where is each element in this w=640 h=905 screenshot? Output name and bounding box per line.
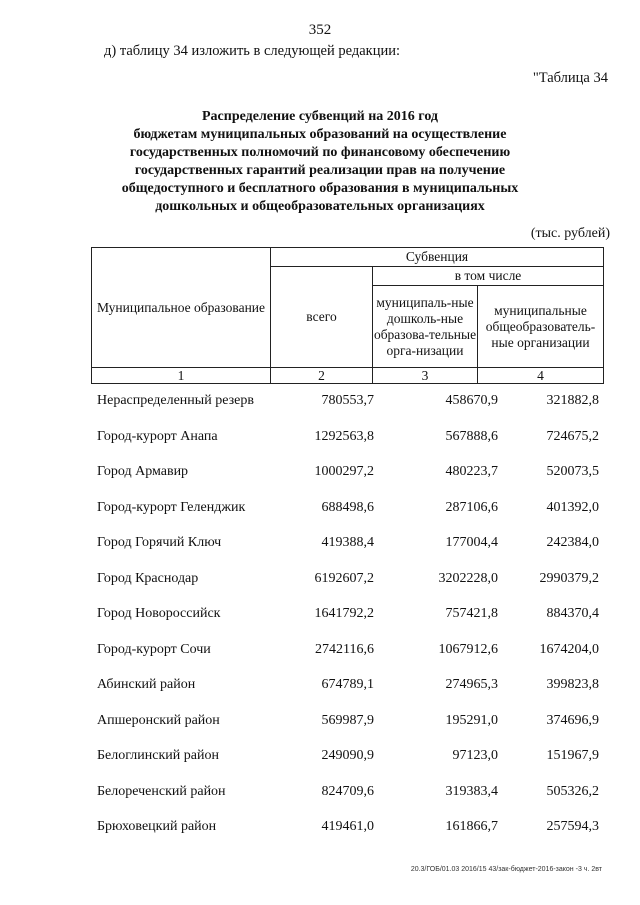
title-line: общедоступного и бесплатного образования в муниципальных: [121, 181, 519, 196]
row-general: 520073,5: [546, 464, 599, 479]
row-general: 401392,0: [546, 499, 599, 515]
intro-text: д) таблицу 34 изложить в следующей редакции:: [104, 43, 401, 59]
header-total: всего: [271, 267, 373, 368]
row-general: 2990379,2: [539, 570, 599, 586]
row-preschool: 274965,3: [445, 677, 498, 692]
row-general: 374696,9: [546, 712, 599, 728]
row-general: 1674204,0: [539, 641, 599, 657]
table-row: [97, 677, 617, 713]
row-general: 884370,4: [546, 606, 599, 621]
row-total: 688498,6: [321, 499, 374, 515]
row-total: 824709,6: [321, 783, 374, 799]
row-total: 1641792,2: [314, 606, 374, 621]
table-header: [91, 247, 604, 384]
row-name: Брюховецкий район: [97, 819, 217, 834]
row-name: Город-курорт Анапа: [97, 428, 218, 444]
row-total: 569987,9: [321, 712, 374, 728]
row-general: 399823,8: [546, 677, 599, 692]
table-row: [97, 713, 617, 749]
row-total: 1292563,8: [314, 428, 374, 444]
table-label: "Таблица 34: [532, 70, 608, 86]
row-total: 6192607,2: [314, 570, 374, 586]
header-subvention: Субвенция: [271, 248, 604, 267]
row-name: Город Краснодар: [97, 570, 199, 586]
table-row: [97, 606, 617, 642]
row-general: 151967,9: [546, 748, 599, 763]
row-name: Белореченский район: [97, 783, 226, 799]
row-general: 321882,8: [546, 393, 599, 408]
page-number: 352: [308, 22, 332, 38]
row-total: 2742116,6: [315, 641, 374, 657]
row-preschool: 319383,4: [445, 783, 498, 799]
table-row: [97, 500, 617, 536]
row-name: Город Армавир: [97, 464, 189, 479]
row-preschool: 195291,0: [445, 712, 498, 728]
document-title: [60, 108, 580, 216]
row-preschool: 177004,4: [445, 535, 498, 550]
column-number: 4: [478, 368, 604, 384]
row-preschool: 161866,7: [445, 819, 498, 834]
title-line: государственных полномочий по финансовому обеспечению: [129, 145, 511, 160]
table-row: [97, 429, 617, 465]
table-row: [97, 571, 617, 607]
row-name: Апшеронский район: [97, 712, 220, 728]
table-row: [97, 642, 617, 678]
row-total: 249090,9: [321, 748, 374, 763]
row-total: 1000297,2: [314, 464, 374, 479]
row-general: 242384,0: [546, 535, 599, 550]
column-number: 3: [373, 368, 478, 384]
row-preschool: 287106,6: [445, 499, 498, 515]
row-name: Нераспределенный резерв: [97, 393, 254, 408]
units-label: (тыс. рублей): [530, 226, 610, 241]
header-preschool: муниципаль-ные дошколь-ные образова-тельные орга-низации: [373, 286, 478, 368]
row-total: 780553,7: [321, 393, 374, 408]
row-preschool: 1067912,6: [438, 641, 498, 657]
title-line: Распределение субвенций на 2016 год: [202, 109, 438, 124]
footer-text: 20.3/ГОБ/01.03 2016/15 43/зак-бюджет-2016-закон -3 ч. 2вт: [410, 866, 602, 873]
header-general: муниципальные общеобразователь-ные организации: [478, 286, 604, 368]
title-line: дошкольных и общеобразовательных организациях: [155, 199, 485, 214]
table-row: [97, 535, 617, 571]
table-row: [97, 819, 617, 855]
row-name: Абинский район: [97, 677, 196, 692]
row-total: 419461,0: [321, 819, 374, 834]
column-number: 2: [271, 368, 373, 384]
row-total: 419388,4: [321, 535, 374, 550]
row-total: 674789,1: [321, 677, 374, 692]
table-row: [97, 748, 617, 784]
title-line: государственных гарантий реализации прав на получение: [134, 163, 506, 178]
row-name: Город-курорт Геленджик: [97, 499, 246, 515]
row-preschool: 3202228,0: [438, 570, 498, 586]
row-general: 257594,3: [546, 819, 599, 834]
column-number: 1: [92, 368, 271, 384]
row-general: 724675,2: [546, 428, 599, 444]
title-line: бюджетам муниципальных образований на осуществление: [133, 127, 507, 142]
row-preschool: 757421,8: [445, 606, 498, 621]
row-name: Город Горячий Ключ: [97, 535, 222, 550]
table-body: [97, 393, 617, 855]
row-preschool: 480223,7: [445, 464, 498, 479]
row-preschool: 97123,0: [452, 748, 498, 763]
row-name: Город-курорт Сочи: [97, 641, 211, 657]
row-preschool: 458670,9: [445, 393, 498, 408]
header-municipality: Муниципальное образование: [92, 248, 271, 368]
row-preschool: 567888,6: [445, 428, 498, 444]
table-row: [97, 784, 617, 820]
row-name: Город Новороссийск: [97, 606, 221, 621]
header-including: в том числе: [373, 267, 604, 286]
row-name: Белоглинский район: [97, 748, 219, 763]
table-row: [97, 393, 617, 429]
row-general: 505326,2: [546, 783, 599, 799]
table-row: [97, 464, 617, 500]
